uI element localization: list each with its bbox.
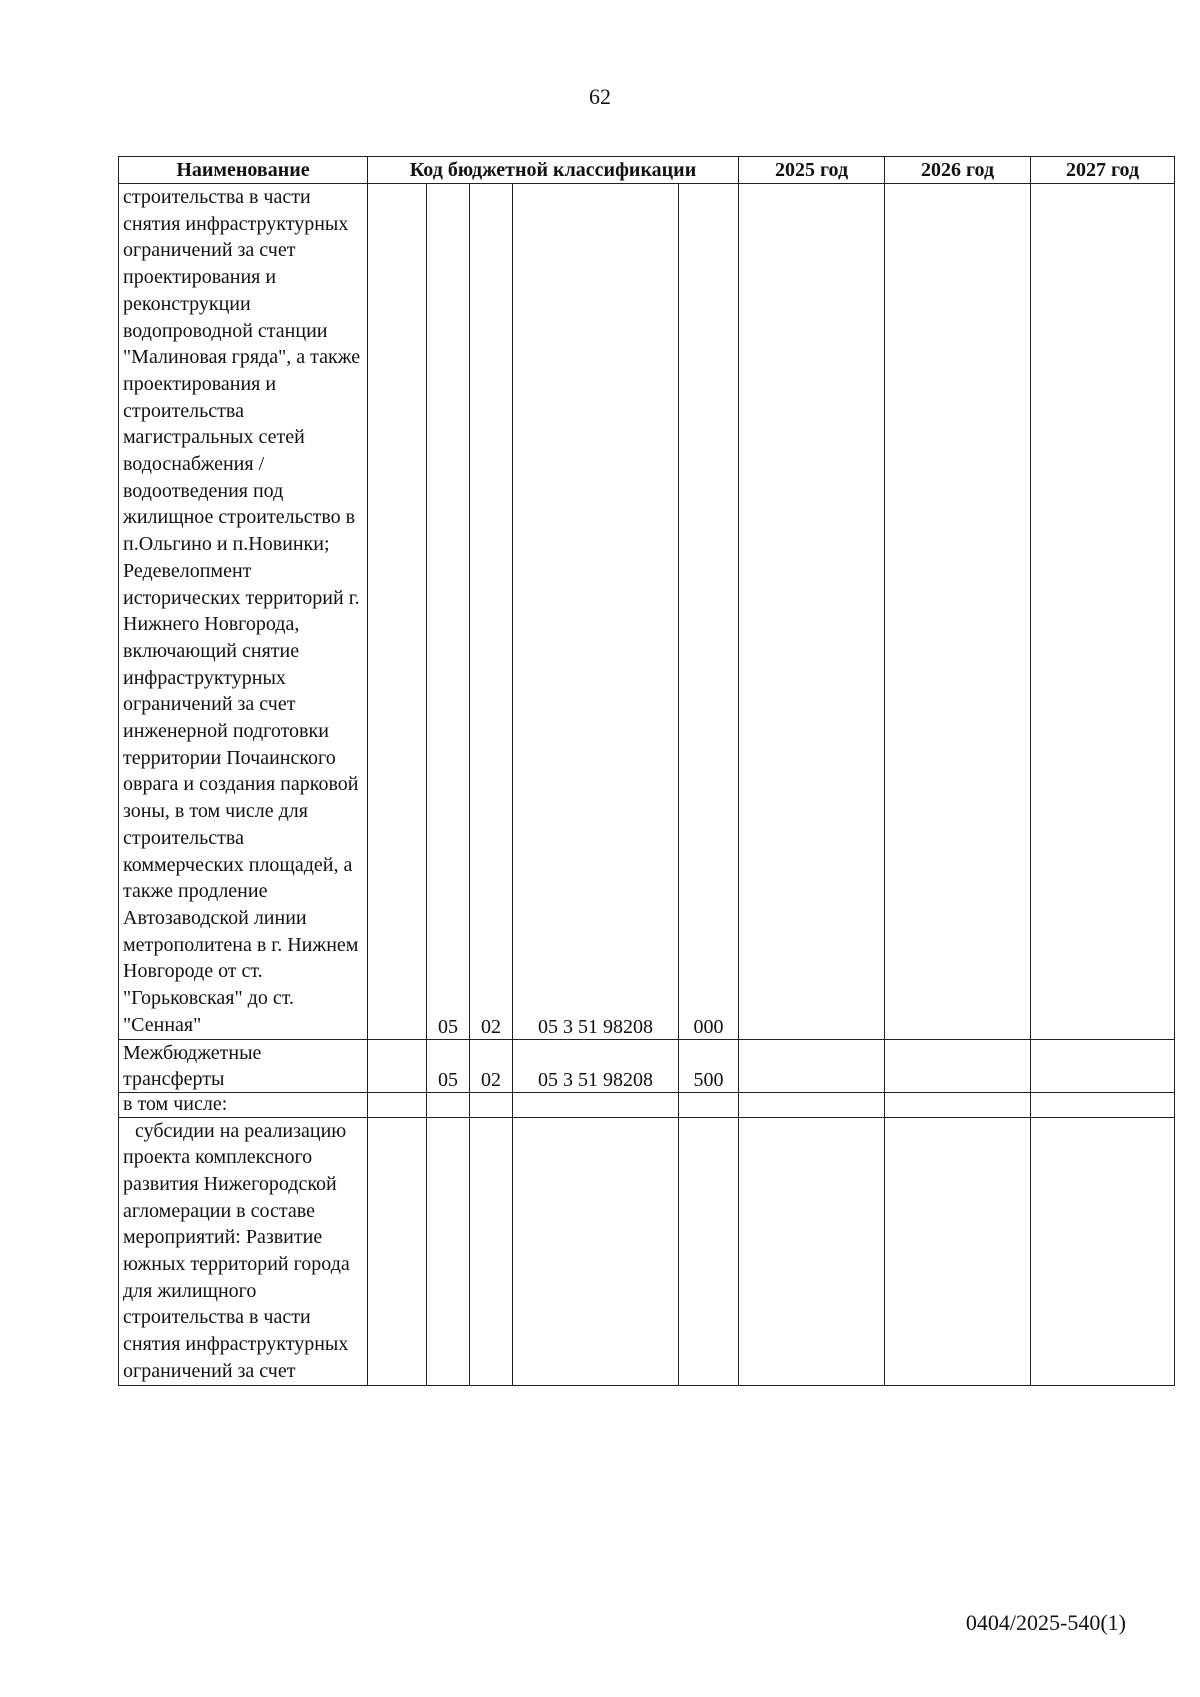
value-2026 [885,1117,1031,1385]
code-section [427,1092,470,1117]
value-2027 [1031,184,1175,1040]
value-2025 [739,1117,885,1385]
code-admin [368,1117,427,1385]
header-name: Наименование [119,157,368,184]
code-expense-type: 500 [679,1039,739,1092]
value-2026 [885,1092,1031,1117]
value-2025 [739,184,885,1040]
value-2027 [1031,1039,1175,1092]
code-target-article: 05 3 51 98208 [513,184,679,1040]
table-row [119,1039,1175,1092]
code-target-article [513,1117,679,1385]
code-subsection [470,1117,513,1385]
value-2026 [885,1039,1031,1092]
header-code: Код бюджетной классификации [368,157,739,184]
value-2027 [1031,1092,1175,1117]
code-expense-type: 000 [679,184,739,1040]
code-admin [368,1092,427,1117]
code-target-article [513,1092,679,1117]
code-expense-type [679,1117,739,1385]
header-2026: 2026 год [885,157,1031,184]
row-name: Межбюджетные трансферты [119,1039,368,1092]
code-target-article: 05 3 51 98208 [513,1039,679,1092]
code-admin [368,184,427,1040]
code-section: 05 [427,1039,470,1092]
row-name: субсидии на реализацию проекта комплексного развития Нижегородской агломерации в составе мероприятий: Развитие южных территорий города для жилищного строительства в части снятия инфраструктурных ограничений за счет [119,1117,368,1385]
page-number: 62 [589,84,611,109]
code-section [427,1117,470,1385]
code-subsection: 02 [470,1039,513,1092]
code-admin [368,1039,427,1092]
code-subsection: 02 [470,184,513,1040]
code-subsection [470,1092,513,1117]
table-row [119,1117,1175,1385]
table-row [119,1092,1175,1117]
code-section: 05 [427,184,470,1040]
value-2027 [1031,1117,1175,1385]
value-2025 [739,1039,885,1092]
table-header-row [119,157,1175,184]
value-2025 [739,1092,885,1117]
code-expense-type [679,1092,739,1117]
table-row [119,184,1175,1040]
row-name: в том числе: [119,1092,368,1117]
document-code: 0404/2025-540(1) [965,1610,1126,1635]
header-2025: 2025 год [739,157,885,184]
header-2027: 2027 год [1031,157,1175,184]
row-name: строительства в части снятия инфраструктурных ограничений за счет проектирования и реконструкции водопроводной станции "Малиновая гряда", а также проектирования и строительства магистральных сетей водоснабжения / водоотведения под жилищное строительство в п.Ольгино и п.Новинки; Редевелопмент исторических территорий г. Нижнего Новгорода, включающий снятие инфраструктурных ограничений за счет инженерной подготовки территории Почаинского оврага и создания парковой зоны, в том числе для строительства коммерческих площадей, а также продление Автозаводской линии метрополитена в г. Нижнем Новгороде от ст. "Горьковская" до ст. "Сенная" [119,184,368,1040]
value-2026 [885,184,1031,1040]
budget-table [118,156,1175,1386]
